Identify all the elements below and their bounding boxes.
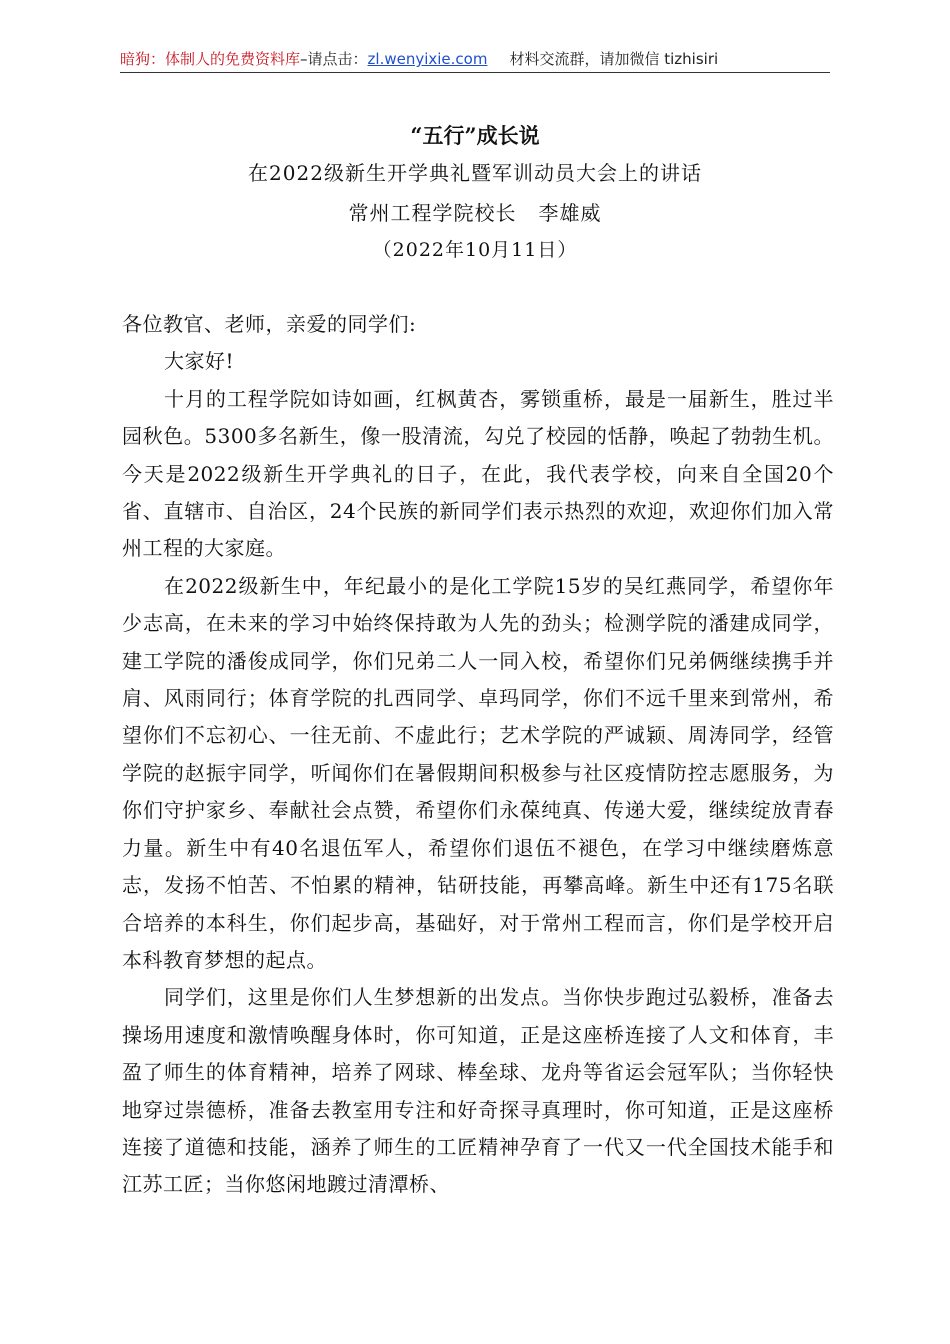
paragraph-2: 在2022级新生中，年纪最小的是化工学院15岁的吴红燕同学，希望你年少志高，在未来的学习中始终保持敢为人先的劲头；检测学院的潘建成同学，建工学院的潘俊成同学，你们兄弟二人一同入校，希望你们兄弟俩继续携手并肩、风雨同行；体育学院的扎西同学、卓玛同学，你们不远千里来到常州，希望你们不忘初心、一往无前、不虚此行；艺术学院的严诚颖、周涛同学，经管学院的赵振宇同学，听闻你们在暑假期间积极参与社区疫情防控志愿服务，为你们守护家乡、奉献社会点赞，希望你们永葆纯真、传递大爱，继续绽放青春力量。新生中有40名退伍军人，希望你们退伍不褪色，在学习中继续磨炼意志，发扬不怕苦、不怕累的精神，钻研技能，再攀高峰。新生中还有175名联合培养的本科生，你们起步高，基础好，对于常州工程而言，你们是学校开启本科教育梦想的起点。 — [122, 573, 834, 972]
speech-date: （2022年10月11日） — [372, 239, 578, 261]
greeting: 大家好! — [164, 349, 235, 374]
speech-byline — [0, 197, 950, 226]
speaker-org: 常州工程学院校长 — [348, 201, 517, 225]
header-rule — [120, 72, 830, 73]
speech-body — [122, 306, 834, 1204]
speaker-name: 李雄威 — [538, 201, 602, 225]
paragraph-1: 十月的工程学院如诗如画，红枫黄杏，雾锁重桥，最是一届新生，胜过半园秋色。5300多名新生，像一股清流，勾兑了校园的恬静，唤起了勃勃生机。今天是2022级新生开学典礼的日子，在此，我代表学校，向来自全国20个省、直辖市、自治区，24个民族的新同学们表示热烈的欢迎，欢迎你们加入常州工程的大家庭。 — [122, 386, 834, 561]
page-header — [120, 46, 830, 72]
speech-subtitle: 在2022级新生开学典礼暨军训动员大会上的讲话 — [248, 161, 702, 185]
paragraph-3: 同学们，这里是你们人生梦想新的出发点。当你快步跑过弘毅桥，准备去操场用速度和激情唤醒身体时，你可知道，正是这座桥连接了人文和体育，丰盈了师生的体育精神，培养了网球、棒垒球、龙舟等省运会冠军队；当你轻快地穿过崇德桥，准备去教室用专注和好奇探寻真理时，你可知道，正是这座桥连接了道德和技能，涵养了师生的工匠精神孕育了一代又一代全国技术能手和江苏工匠；当你悠闲地踱过清潭桥、 — [122, 985, 834, 1197]
header-wechat-note: 材料交流群，请加微信 tizhisiri — [509, 50, 719, 68]
salutation: 各位教官、老师，亲爱的同学们: — [122, 312, 417, 336]
header-brand: 暗狗：体制人的免费资料库 — [120, 50, 301, 68]
header-url-link[interactable]: zl.wenyixie.com — [367, 50, 488, 68]
header-click-prefix: –请点击： — [300, 50, 368, 68]
speech-title: “五行”成长说 — [410, 123, 540, 148]
